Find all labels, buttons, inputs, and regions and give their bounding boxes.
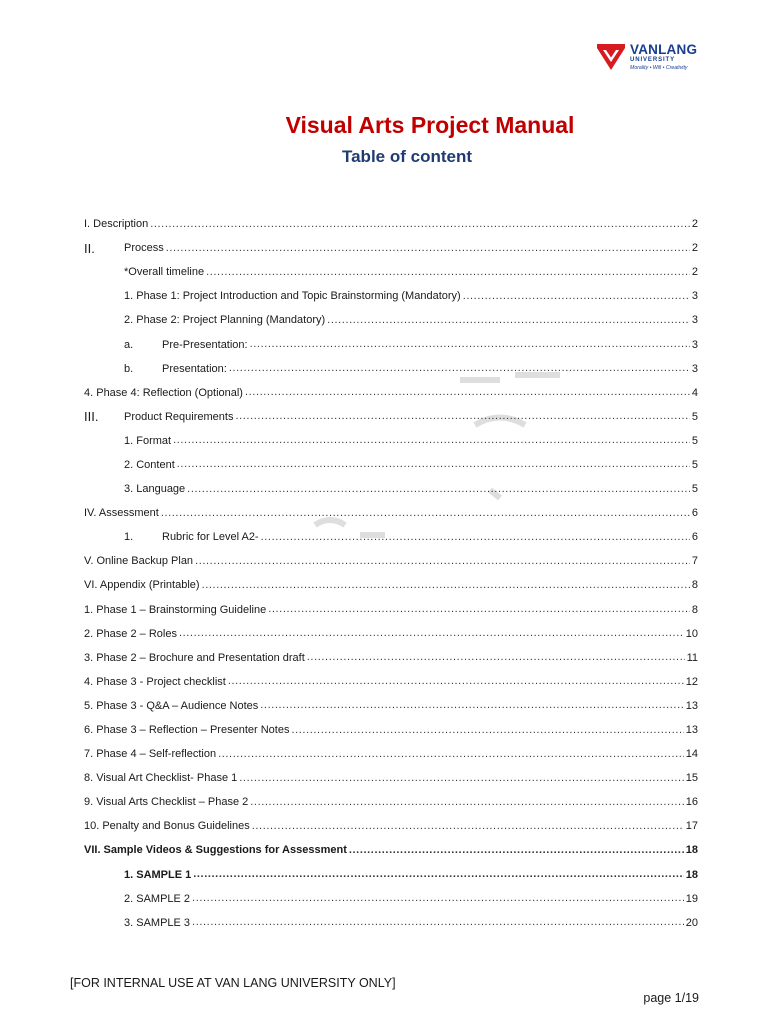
toc-entry-page: 7: [691, 555, 698, 568]
toc-entry-page: 8: [691, 603, 698, 616]
toc-entry-page: 4: [691, 386, 698, 399]
toc-dot-leader: [218, 749, 684, 760]
toc-dot-leader: [245, 387, 690, 398]
toc-entry[interactable]: [84, 911, 698, 935]
toc-entry-label: VII. Sample Videos & Suggestions for Assessment: [84, 844, 347, 857]
toc-entry-label: 1. Format: [124, 434, 172, 447]
toc-entry[interactable]: [84, 236, 698, 260]
toc-dot-leader: [291, 725, 683, 736]
toc-dot-leader: [192, 917, 684, 928]
table-of-contents: [84, 212, 698, 935]
toc-entry-page: 18: [685, 868, 698, 881]
footer-note: [FOR INTERNAL USE AT VAN LANG UNIVERSITY ONLY]: [70, 976, 396, 990]
toc-dot-leader: [250, 797, 683, 808]
toc-dot-leader: [327, 315, 690, 326]
toc-entry-label: 4. Phase 3 - Project checklist: [84, 675, 226, 688]
toc-entry-label: 3. Phase 2 – Brochure and Presentation draft: [84, 651, 305, 664]
toc-entry-number: a.: [124, 338, 134, 351]
toc-entry[interactable]: [84, 670, 698, 694]
toc-entry-page: 3: [691, 338, 698, 351]
toc-entry-page: 14: [685, 748, 698, 761]
toc-entry-page: 17: [685, 820, 698, 833]
toc-dot-leader: [261, 532, 690, 543]
toc-entry[interactable]: [84, 405, 698, 429]
toc-entry-page: 2: [691, 266, 698, 279]
toc-entry[interactable]: [84, 284, 698, 308]
toc-dot-leader: [268, 604, 690, 615]
toc-entry-number: III.: [84, 409, 99, 425]
toc-entry-page: 13: [685, 699, 698, 712]
toc-dot-leader: [349, 845, 684, 856]
toc-entry-label: V. Online Backup Plan: [84, 555, 194, 568]
toc-entry-label: *Overall timeline: [124, 266, 205, 279]
toc-entry-page: 3: [691, 290, 698, 303]
toc-entry[interactable]: [84, 381, 698, 405]
toc-entry-label: 5. Phase 3 - Q&A – Audience Notes: [84, 699, 259, 712]
toc-entry-label: 3. SAMPLE 3: [124, 916, 191, 929]
toc-entry[interactable]: [84, 694, 698, 718]
toc-entry-number: II.: [84, 240, 95, 256]
toc-dot-leader: [166, 243, 690, 254]
toc-entry-page: 5: [691, 434, 698, 447]
toc-entry[interactable]: [84, 790, 698, 814]
toc-entry-label: 6. Phase 3 – Reflection – Presenter Notes: [84, 724, 290, 737]
toc-entry-page: 2: [691, 218, 698, 231]
toc-entry[interactable]: [84, 308, 698, 332]
toc-entry-page: 3: [691, 314, 698, 327]
toc-entry-page: 6: [691, 507, 698, 520]
toc-dot-leader: [206, 267, 690, 278]
toc-entry-label: 2. Phase 2 – Roles: [84, 627, 177, 640]
toc-entry[interactable]: [84, 357, 698, 381]
vanlang-shield-icon: [597, 42, 625, 72]
toc-entry-label: 7. Phase 4 – Self-reflection: [84, 748, 217, 761]
toc-entry-label: 1. Phase 1 – Brainstorming Guideline: [84, 603, 267, 616]
toc-entry[interactable]: [84, 573, 698, 597]
toc-dot-leader: [179, 628, 684, 639]
toc-entry-label: 9. Visual Arts Checklist – Phase 2: [84, 796, 249, 809]
toc-entry[interactable]: [84, 598, 698, 622]
toc-dot-leader: [150, 219, 690, 230]
document-title: Visual Arts Project Manual: [285, 112, 575, 138]
toc-entry-label: 8. Visual Art Checklist- Phase 1: [84, 772, 238, 785]
toc-entry[interactable]: [84, 332, 698, 356]
toc-entry-page: 5: [691, 458, 698, 471]
toc-entry[interactable]: [84, 838, 698, 862]
toc-entry-page: 2: [691, 242, 698, 255]
toc-entry-number: b.: [124, 362, 134, 375]
toc-entry-page: 5: [691, 483, 698, 496]
toc-entry-label: 2. Phase 2: Project Planning (Mandatory): [124, 314, 326, 327]
toc-dot-leader: [307, 652, 685, 663]
toc-dot-leader: [161, 508, 690, 519]
toc-entry[interactable]: [84, 887, 698, 911]
toc-entry-page: 6: [691, 531, 698, 544]
toc-entry-label: 2. SAMPLE 2: [124, 892, 191, 905]
toc-dot-leader: [193, 869, 684, 880]
toc-dot-leader: [252, 821, 684, 832]
page-number: page 1/19: [643, 991, 699, 1005]
toc-entry-number: 1.: [124, 531, 134, 544]
toc-dot-leader: [260, 700, 683, 711]
toc-dot-leader: [235, 411, 689, 422]
toc-entry[interactable]: [84, 622, 698, 646]
toc-entry-page: 8: [691, 579, 698, 592]
logo-tagline: Morality • Will • Creativity: [630, 65, 688, 71]
toc-entry-label: 4. Phase 4: Reflection (Optional): [84, 386, 243, 399]
toc-entry-label: Product Requirements: [124, 410, 234, 423]
toc-entry-label: VI. Appendix (Printable): [84, 579, 200, 592]
toc-entry-label: 3. Language: [124, 483, 186, 496]
toc-entry-page: 19: [685, 892, 698, 905]
toc-entry-page: 20: [685, 916, 698, 929]
toc-entry-page: 11: [686, 651, 698, 664]
toc-entry-label: IV. Assessment: [84, 507, 159, 520]
toc-entry[interactable]: [84, 814, 698, 838]
toc-entry-label: 1. Phase 1: Project Introduction and Topic Brainstorming (Mandatory): [124, 290, 461, 303]
toc-entry[interactable]: [84, 549, 698, 573]
toc-entry-label: 10. Penalty and Bonus Guidelines: [84, 820, 250, 833]
toc-entry[interactable]: [84, 863, 698, 887]
toc-heading: Table of content: [341, 147, 472, 166]
toc-entry-label: Process: [124, 242, 164, 255]
toc-entry-page: 15: [685, 772, 698, 785]
toc-entry-page: 13: [685, 724, 698, 737]
toc-entry[interactable]: [84, 429, 698, 453]
toc-entry-label: Pre-Presentation:: [162, 338, 248, 351]
toc-dot-leader: [187, 484, 690, 495]
toc-entry-label: Presentation:: [162, 362, 227, 375]
toc-dot-leader: [463, 291, 690, 302]
toc-entry-page: 18: [685, 844, 698, 857]
toc-entry-page: 5: [691, 410, 698, 423]
toc-entry-page: 10: [685, 627, 698, 640]
toc-entry[interactable]: [84, 718, 698, 742]
toc-entry[interactable]: [84, 260, 698, 284]
logo-subtitle: UNIVERSITY: [630, 57, 676, 63]
toc-entry-label: 2. Content: [124, 458, 175, 471]
toc-dot-leader: [228, 676, 684, 687]
toc-entry-page: 16: [685, 796, 698, 809]
toc-dot-leader: [195, 556, 690, 567]
toc-entry-label: 1. SAMPLE 1: [124, 868, 192, 881]
toc-dot-leader: [177, 459, 690, 470]
toc-entry[interactable]: [84, 501, 698, 525]
toc-dot-leader: [202, 580, 690, 591]
toc-entry[interactable]: [84, 766, 698, 790]
toc-dot-leader: [192, 893, 684, 904]
toc-dot-leader: [229, 363, 690, 374]
toc-entry[interactable]: [84, 525, 698, 549]
university-logo: [597, 40, 707, 76]
toc-entry-label: Rubric for Level A2-: [162, 531, 259, 544]
toc-entry[interactable]: [84, 453, 698, 477]
toc-entry[interactable]: [84, 212, 698, 236]
logo-name: VANLANG: [630, 42, 698, 57]
toc-entry-page: 3: [691, 362, 698, 375]
toc-entry[interactable]: [84, 477, 698, 501]
toc-entry[interactable]: [84, 646, 698, 670]
toc-entry[interactable]: [84, 742, 698, 766]
toc-entry-page: 12: [685, 675, 698, 688]
toc-dot-leader: [239, 773, 683, 784]
toc-entry-label: I. Description: [84, 218, 149, 231]
toc-dot-leader: [173, 435, 690, 446]
toc-dot-leader: [250, 339, 690, 350]
